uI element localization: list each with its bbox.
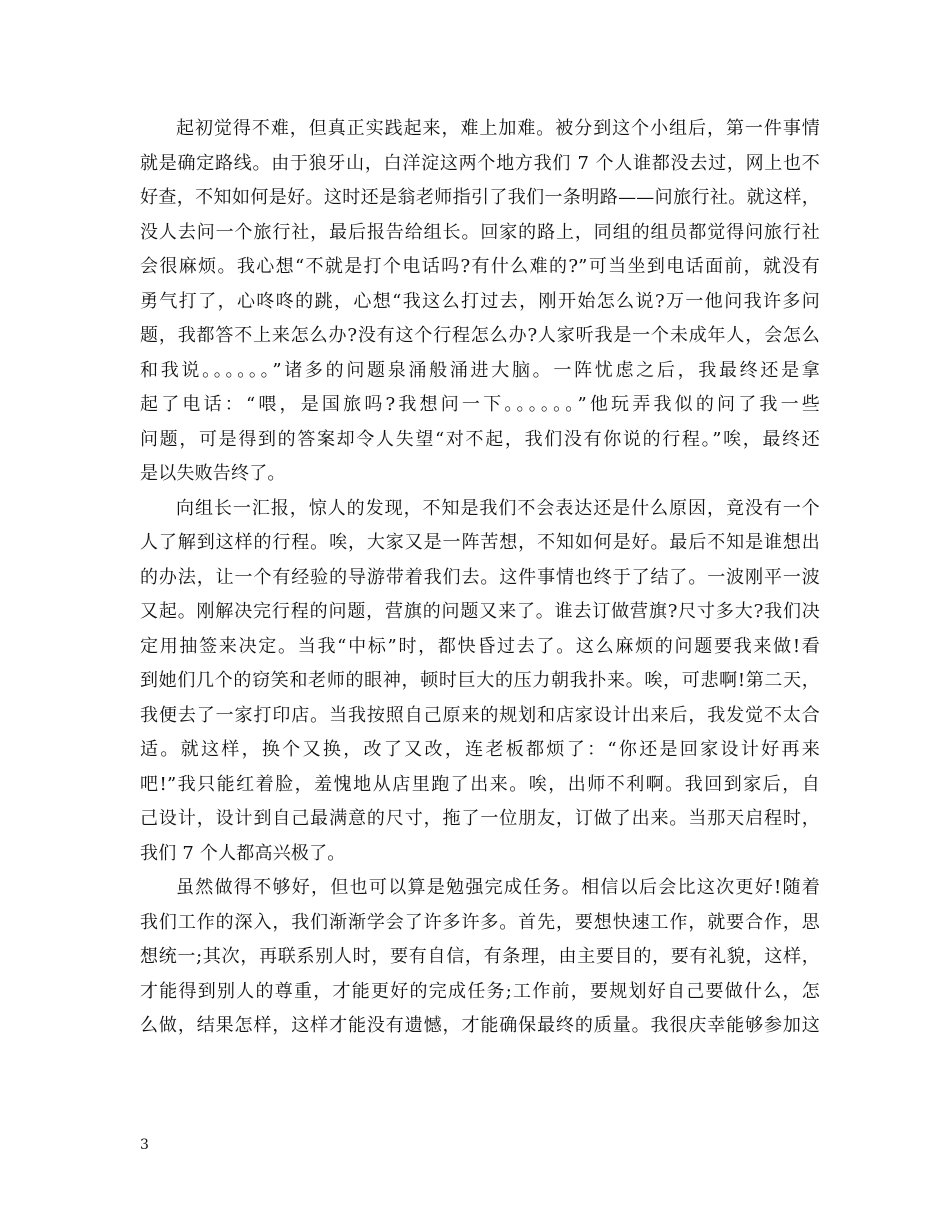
text-line: 定用抽签来决定。当我“中标”时，都快昏过去了。这么麻烦的问题要我来做!看 bbox=[140, 635, 820, 657]
text-line: 起了电话：“喂，是国旅吗?我想问一下。。。。。。”他玩弄我似的问了我一些 bbox=[140, 394, 820, 415]
text-line: 么做，结果怎样，这样才能没有遗憾，才能确保最终的质量。我很庆幸能够参加这 bbox=[140, 1015, 820, 1036]
text-line: 会很麻烦。我心想“不就是打个电话吗?有什么难的?”可当坐到电话面前，就没有 bbox=[140, 256, 820, 277]
text-line: 己设计，设计到自己最满意的尺寸，拖了一位朋友，订做了出来。当那天启程时， bbox=[140, 808, 820, 829]
text-line: 是以失败告终了。 bbox=[140, 463, 286, 484]
text-line: 勇气打了，心咚咚的跳，心想“我这么打过去，刚开始怎么说?万一他问我许多问 bbox=[140, 290, 820, 312]
paragraph-2 bbox=[140, 492, 820, 872]
text-line: 和我说。。。。。。”诸多的问题泉涌般涌进大脑。一阵忧虑之后，我最终还是拿 bbox=[140, 359, 820, 381]
text-line: 我便去了一家打印店。当我按照自己原来的规划和店家设计出来后，我发觉不太合 bbox=[140, 704, 820, 726]
paragraph-1 bbox=[140, 112, 820, 492]
text-line: 想统一;其次，再联系别人时，要有自信，有条理，由主要目的，要有礼貌，这样， bbox=[140, 946, 820, 967]
text-line: 虽然做得不够好，但也可以算是勉强完成任务。相信以后会比这次更好!随着 bbox=[176, 877, 820, 898]
paragraph-3 bbox=[140, 871, 820, 1044]
text-line: 适。就这样，换个又换，改了又改，连老板都烦了：“你还是回家设计好再来 bbox=[140, 739, 820, 760]
document-body bbox=[140, 112, 820, 1044]
text-line: 的办法，让一个有经验的导游带着我们去。这件事情也终于了结了。一波刚平一波 bbox=[140, 566, 820, 588]
text-line: 没人去问一个旅行社，最后报告给组长。回家的路上，同组的组员都觉得问旅行社 bbox=[140, 221, 820, 243]
text-line: 吧!”我只能红着脸，羞愧地从店里跑了出来。唉，出师不利啊。我回到家后，自 bbox=[140, 773, 820, 795]
page-number: 3 bbox=[140, 1137, 149, 1153]
text-line: 向组长一汇报，惊人的发现，不知是我们不会表达还是什么原因，竟没有一个 bbox=[176, 497, 820, 519]
text-line: 我们工作的深入，我们渐渐学会了许多许多。首先，要想快速工作，就要合作，思 bbox=[140, 911, 820, 933]
text-line: 题，我都答不上来怎么办?没有这个行程怎么办?人家听我是一个未成年人，会怎么 bbox=[140, 325, 820, 346]
text-line: 就是确定路线。由于狼牙山，白洋淀这两个地方我们 7 个人谁都没去过，网上也不 bbox=[140, 152, 820, 174]
text-line: 问题，可是得到的答案却令人失望“对不起，我们没有你说的行程。”唉，最终还 bbox=[140, 428, 820, 450]
text-line: 好查，不知如何是好。这时还是翁老师指引了我们一条明路——问旅行社。就这样， bbox=[140, 187, 820, 208]
text-line: 我们 7 个人都高兴极了。 bbox=[140, 842, 346, 864]
text-line: 又起。刚解决完行程的问题，营旗的问题又来了。谁去订做营旗?尺寸多大?我们决 bbox=[140, 601, 820, 622]
text-line: 人了解到这样的行程。唉，大家又是一阵苦想，不知如何是好。最后不知是谁想出 bbox=[140, 532, 820, 553]
text-line: 到她们几个的窃笑和老师的眼神，顿时巨大的压力朝我扑来。唉，可悲啊!第二天， bbox=[140, 670, 820, 691]
text-line: 才能得到别人的尊重，才能更好的完成任务;工作前，要规划好自己要做什么，怎 bbox=[140, 980, 820, 1002]
text-line: 起初觉得不难，但真正实践起来，难上加难。被分到这个小组后，第一件事情 bbox=[176, 118, 820, 139]
